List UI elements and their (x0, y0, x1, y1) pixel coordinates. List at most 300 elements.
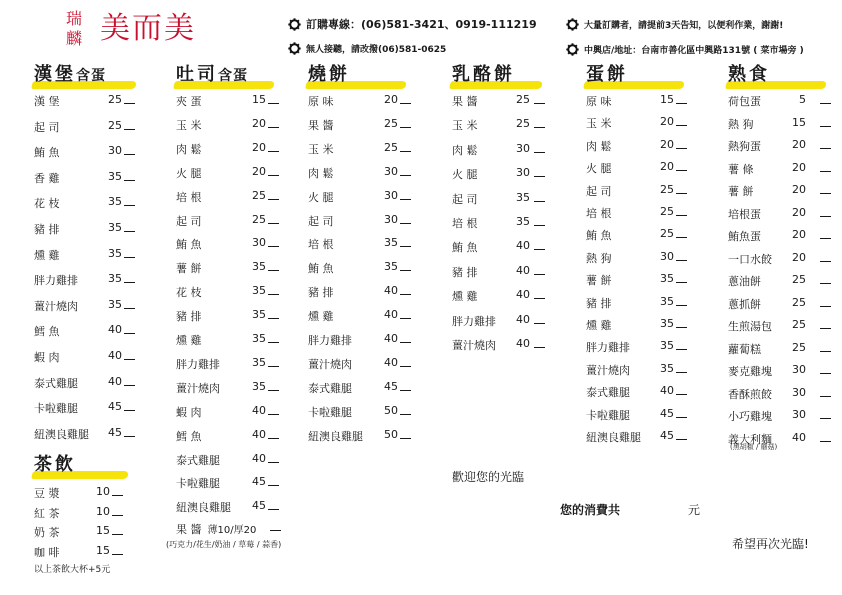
menu-item (586, 406, 674, 423)
menu-item (34, 323, 122, 339)
item-name: 胖力雞排 (586, 341, 630, 355)
order-blank[interactable] (124, 196, 135, 206)
item-price: 20 (660, 115, 674, 129)
item-price: 40 (108, 374, 122, 388)
item-name: 香 雞 (34, 171, 60, 185)
order-blank[interactable] (268, 309, 279, 319)
item-price: 45 (108, 425, 122, 439)
menu-item (176, 284, 266, 300)
order-blank[interactable] (676, 318, 687, 328)
menu-item (452, 93, 530, 109)
order-blank[interactable] (124, 350, 135, 360)
item-price: 15 (252, 93, 266, 106)
menu-item (34, 349, 122, 365)
item-name: 麥克雞塊 (728, 365, 772, 378)
section-subtitle: 含蛋 (76, 68, 106, 84)
item-name: 胖力雞排 (308, 334, 352, 347)
item-name: 起 司 (452, 192, 478, 206)
item-price: 40 (252, 427, 266, 441)
order-blank[interactable] (124, 401, 135, 411)
menu-item (176, 403, 266, 420)
item-name: 漢 堡 (34, 95, 60, 108)
menu-item (728, 205, 806, 222)
tea-note: 以上茶飲大杯+5元 (34, 565, 111, 575)
order-blank[interactable] (268, 94, 279, 104)
menu-item (34, 374, 122, 391)
item-name: 薯 條 (728, 162, 754, 176)
order-blank[interactable] (124, 324, 135, 334)
item-name: 火 腿 (586, 162, 612, 176)
order-blank[interactable] (820, 297, 831, 307)
item-price: 35 (252, 355, 266, 369)
item-price: 35 (108, 272, 122, 286)
order-blank[interactable] (534, 338, 545, 348)
item-name: 卡啦雞腿 (176, 477, 220, 491)
order-blank[interactable] (820, 252, 831, 262)
order-blank[interactable] (268, 333, 279, 343)
menu-item (452, 288, 530, 304)
item-name: 鮪 魚 (452, 241, 478, 255)
menu-item (586, 93, 674, 109)
item-name: 鮪 魚 (308, 262, 334, 276)
menu-item (176, 236, 266, 252)
item-price: 45 (252, 475, 266, 489)
order-blank[interactable] (400, 333, 411, 343)
item-price: 30 (384, 188, 398, 202)
item-name: 玉 米 (308, 142, 334, 156)
item-price: 45 (108, 400, 122, 414)
menu-item (728, 183, 806, 199)
item-name: 玉 米 (586, 117, 612, 131)
order-blank[interactable] (820, 229, 831, 239)
notice-text: 大量訂購者，請提前3天告知，以便利作業，謝謝! (584, 21, 784, 31)
order-blank[interactable] (676, 408, 687, 418)
item-price: 35 (252, 308, 266, 322)
order-blank[interactable] (534, 314, 545, 324)
order-blank[interactable] (124, 427, 135, 437)
menu-item (452, 263, 530, 280)
order-blank[interactable] (676, 206, 687, 216)
section-tea (34, 454, 76, 480)
item-name: 紐澳良雞腿 (34, 427, 89, 441)
menu-item (176, 116, 266, 133)
order-blank[interactable] (676, 385, 687, 395)
order-blank[interactable] (676, 184, 687, 194)
item-name: 玉 米 (452, 119, 478, 133)
order-blank[interactable] (820, 319, 831, 329)
item-price: 30 (252, 236, 266, 250)
menu-item (308, 140, 398, 157)
item-price: 40 (516, 312, 530, 326)
item-price: 30 (108, 144, 122, 158)
item-price: 20 (252, 116, 266, 130)
item-price: 30 (660, 249, 674, 263)
item-price: 40 (660, 384, 674, 398)
menu-item (176, 427, 266, 444)
item-price: 35 (660, 294, 674, 308)
order-blank[interactable] (676, 340, 687, 350)
order-blank[interactable] (676, 251, 687, 261)
order-blank[interactable] (676, 363, 687, 373)
order-blank[interactable] (268, 429, 279, 439)
item-price: 25 (516, 117, 530, 131)
item-name: 薯 餅 (728, 185, 754, 198)
order-blank[interactable] (820, 207, 831, 217)
order-blank[interactable] (270, 521, 281, 531)
order-blank[interactable] (400, 142, 411, 152)
order-blank[interactable] (400, 381, 411, 391)
item-price: 15 (660, 93, 674, 106)
order-blank[interactable] (124, 145, 135, 155)
order-blank[interactable] (534, 240, 545, 250)
item-price: 25 (252, 212, 266, 226)
order-blank[interactable] (112, 506, 123, 516)
menu-item (176, 188, 266, 205)
item-name: 生煎湯包 (728, 320, 772, 333)
menu-item (586, 361, 674, 378)
order-blank[interactable] (268, 237, 279, 247)
order-blank[interactable] (268, 118, 279, 128)
order-blank[interactable] (124, 222, 135, 232)
menu-item (452, 312, 530, 329)
item-name: 蝦 肉 (176, 405, 202, 419)
menu-item (586, 137, 674, 154)
item-price: 15 (96, 543, 110, 557)
item-price: 15 (792, 115, 806, 129)
goodbye-text: 希望再次光臨! (732, 537, 809, 551)
order-blank[interactable] (820, 432, 831, 442)
item-price: 30 (792, 385, 806, 399)
menu-item (176, 93, 266, 109)
item-name: 熱 狗 (586, 251, 612, 265)
item-name: 燻 雞 (586, 319, 612, 332)
order-blank[interactable] (820, 409, 831, 419)
item-price: 25 (252, 188, 266, 202)
menu-item (176, 355, 266, 372)
menu-item (586, 182, 674, 199)
menu-item (586, 317, 674, 333)
order-blank[interactable] (534, 289, 545, 299)
item-name: 一口水餃 (728, 252, 772, 266)
item-name: 肉 鬆 (452, 143, 478, 157)
gear-icon (566, 18, 579, 31)
item-price: 50 (384, 427, 398, 441)
item-price: 25 (108, 93, 122, 106)
item-price: 20 (660, 160, 674, 174)
menu-item (176, 379, 266, 396)
order-blank[interactable] (820, 94, 831, 104)
item-name: 紐澳良雞腿 (586, 431, 641, 444)
order-blank[interactable] (124, 299, 135, 309)
fax-line (288, 42, 446, 55)
item-name: 泰式雞腿 (586, 386, 630, 400)
order-blank[interactable] (268, 500, 279, 510)
menu-item (34, 297, 122, 314)
item-name: 原 味 (308, 95, 334, 108)
item-name: 鱈 魚 (34, 325, 60, 339)
menu-item (586, 384, 674, 400)
order-blank[interactable] (400, 118, 411, 128)
menu-item (586, 249, 674, 266)
order-blank[interactable] (676, 296, 687, 306)
order-blank[interactable] (268, 357, 279, 367)
section-subtitle: 含蛋 (218, 68, 248, 84)
order-blank[interactable] (820, 274, 831, 284)
item-name: 紐澳良雞腿 (308, 429, 363, 443)
item-name: 豬 排 (452, 265, 478, 279)
item-price: 30 (792, 408, 806, 421)
order-blank[interactable] (112, 525, 123, 535)
item-price: 25 (792, 273, 806, 286)
menu-item (728, 273, 806, 289)
order-blank[interactable] (268, 190, 279, 200)
item-price: 35 (660, 339, 674, 353)
order-blank[interactable] (820, 139, 831, 149)
item-price: 35 (660, 272, 674, 286)
item-name: 薯 餅 (176, 262, 202, 276)
menu-item (34, 169, 122, 186)
order-blank[interactable] (400, 190, 411, 200)
item-name: 泰式雞腿 (176, 453, 220, 467)
item-name: 起 司 (176, 214, 202, 228)
menu-item (586, 115, 674, 131)
order-blank[interactable] (124, 273, 135, 283)
order-blank[interactable] (268, 166, 279, 176)
item-price: 25 (660, 205, 674, 218)
item-price: 35 (516, 215, 530, 228)
menu-item (34, 272, 122, 288)
order-blank[interactable] (534, 265, 545, 275)
item-name: 豬 排 (34, 223, 60, 236)
item-name: 豬 排 (308, 286, 334, 300)
item-price: 35 (108, 195, 122, 209)
order-blank[interactable] (268, 476, 279, 486)
order-blank[interactable] (400, 166, 411, 176)
menu-item (34, 543, 110, 560)
item-price: 40 (516, 263, 530, 277)
order-blank[interactable] (400, 261, 411, 271)
item-price: 40 (516, 337, 530, 350)
item-price: 20 (252, 140, 266, 154)
item-name: 培 根 (308, 238, 334, 252)
item-name: 泰式雞腿 (308, 381, 352, 395)
phone-text: 訂購專線：(06)581-3421、0919-111219 (306, 18, 537, 31)
order-blank[interactable] (820, 342, 831, 352)
item-name: 鱈 魚 (176, 429, 202, 443)
item-price: 35 (252, 284, 266, 298)
item-price: 35 (108, 221, 122, 234)
order-blank[interactable] (268, 214, 279, 224)
menu-item (176, 140, 266, 157)
menu-item (308, 164, 398, 181)
menu-item (728, 340, 806, 357)
menu-item (176, 451, 266, 468)
item-price: 40 (516, 239, 530, 253)
item-name: 卡啦雞腿 (586, 408, 630, 422)
item-name: 燻 雞 (34, 248, 60, 262)
menu-item (452, 239, 530, 255)
item-price: 10 (96, 504, 110, 518)
menu-item (34, 195, 122, 211)
item-name: 薑汁燒肉 (586, 363, 630, 377)
order-blank[interactable] (534, 143, 545, 153)
item-name: 果 醬 (308, 118, 334, 132)
order-blank[interactable] (676, 116, 687, 126)
item-name: 義大利麵 (728, 432, 772, 446)
order-blank[interactable] (400, 94, 411, 104)
menu-item (34, 246, 122, 263)
item-name: 薯 餅 (586, 274, 612, 288)
order-blank[interactable] (268, 261, 279, 271)
item-price: 25 (660, 182, 674, 196)
order-blank[interactable] (124, 120, 135, 130)
item-name: 蔥油餅 (728, 275, 761, 288)
order-blank[interactable] (534, 118, 545, 128)
order-blank[interactable] (676, 430, 687, 440)
item-price: 20 (792, 138, 806, 151)
order-blank[interactable] (268, 142, 279, 152)
gear-icon (288, 18, 301, 31)
total-label: 您的消費共 (560, 503, 621, 517)
section-cooked (728, 64, 770, 90)
item-name: 薑汁燒肉 (34, 299, 78, 313)
menu-item (586, 272, 674, 288)
item-name: 果 醬 (452, 95, 478, 108)
order-blank[interactable] (124, 376, 135, 386)
menu-item (34, 504, 110, 521)
item-name: 紐澳良雞腿 (176, 501, 231, 515)
menu-item (586, 339, 674, 355)
order-blank[interactable] (820, 162, 831, 172)
item-price: 35 (516, 190, 530, 204)
order-blank[interactable] (820, 364, 831, 374)
menu-item (728, 115, 806, 132)
order-blank[interactable] (124, 248, 135, 258)
item-name: 培 根 (586, 207, 612, 220)
order-blank[interactable] (400, 309, 411, 319)
order-blank[interactable] (112, 545, 123, 555)
item-name: 胖力雞排 (34, 274, 78, 288)
order-blank[interactable] (534, 216, 545, 226)
address-line (566, 43, 804, 56)
item-price: 40 (108, 323, 122, 337)
menu-item (586, 227, 674, 243)
item-price: 20 (792, 228, 806, 241)
order-blank[interactable] (676, 228, 687, 238)
section-pancake (308, 64, 350, 90)
item-price: 35 (252, 260, 266, 274)
menu-item (308, 116, 398, 133)
shop-name: 美而美 (100, 11, 196, 46)
item-price: 20 (792, 183, 806, 196)
order-blank[interactable] (676, 161, 687, 171)
item-name: 火 腿 (308, 190, 334, 204)
logo-char-top: 瑞 (66, 9, 83, 28)
order-blank[interactable] (676, 94, 687, 104)
section-title: 茶飲 (34, 454, 76, 475)
order-blank[interactable] (820, 387, 831, 397)
menu-item (452, 337, 530, 353)
menu-item (34, 524, 110, 540)
order-blank[interactable] (534, 167, 545, 177)
section-hamburger (34, 64, 106, 90)
order-blank[interactable] (400, 214, 411, 224)
item-price: 30 (384, 212, 398, 226)
menu-item (728, 408, 806, 424)
order-blank[interactable] (400, 285, 411, 295)
item-price: 25 (384, 116, 398, 130)
item-price: 30 (384, 164, 398, 178)
order-blank[interactable] (534, 94, 545, 104)
section-title: 漢堡 (34, 64, 76, 85)
menu-item (176, 499, 266, 515)
order-blank[interactable] (400, 357, 411, 367)
menu-item (176, 332, 266, 348)
menu-item (452, 215, 530, 231)
menu-item (34, 93, 122, 109)
menu-item (728, 318, 806, 334)
item-price: 40 (108, 349, 122, 362)
item-name: 鮪 魚 (34, 146, 60, 160)
item-name: 玉 米 (176, 118, 202, 132)
currency-label: 元 (688, 503, 701, 517)
order-blank[interactable] (400, 405, 411, 415)
item-name: 夾 蛋 (176, 95, 202, 108)
section-title: 熟食 (728, 64, 770, 85)
item-price: 20 (384, 93, 398, 106)
menu-item (308, 93, 398, 109)
item-name: 燻 雞 (452, 290, 478, 304)
item-price: 35 (660, 317, 674, 330)
item-price: 30 (516, 166, 530, 180)
order-blank[interactable] (112, 486, 123, 496)
item-name: 豬 排 (586, 296, 612, 310)
order-blank[interactable] (268, 453, 279, 463)
item-price: 30 (516, 141, 530, 155)
item-name: 火 腿 (452, 168, 478, 182)
order-blank[interactable] (400, 429, 411, 439)
order-blank[interactable] (268, 381, 279, 391)
menu-item (728, 138, 806, 154)
item-price: 25 (660, 227, 674, 241)
item-price: 25 (792, 295, 806, 309)
welcome-text: 歡迎您的光臨 (452, 470, 525, 484)
order-blank[interactable] (534, 192, 545, 202)
item-name: 培 根 (176, 190, 202, 204)
item-price: 25 (384, 140, 398, 154)
order-blank[interactable] (268, 285, 279, 295)
order-blank[interactable] (124, 94, 135, 104)
item-name: 培根蛋 (728, 207, 761, 221)
order-blank[interactable] (400, 237, 411, 247)
item-name: 卡啦雞腿 (308, 405, 352, 419)
item-price: 25 (516, 93, 530, 106)
jam-sep: / (230, 525, 234, 536)
menu-item (308, 427, 398, 444)
order-blank[interactable] (820, 117, 831, 127)
order-blank[interactable] (676, 273, 687, 283)
item-name: 燻 雞 (308, 310, 334, 324)
order-blank[interactable] (676, 139, 687, 149)
item-name: 蝦 肉 (34, 351, 60, 364)
item-name: 起 司 (586, 184, 612, 198)
menu-item (176, 475, 266, 491)
order-blank[interactable] (820, 184, 831, 194)
order-blank[interactable] (268, 405, 279, 415)
order-blank[interactable] (124, 171, 135, 181)
item-name: 蘿蔔糕 (728, 342, 761, 356)
menu-item (176, 164, 266, 181)
